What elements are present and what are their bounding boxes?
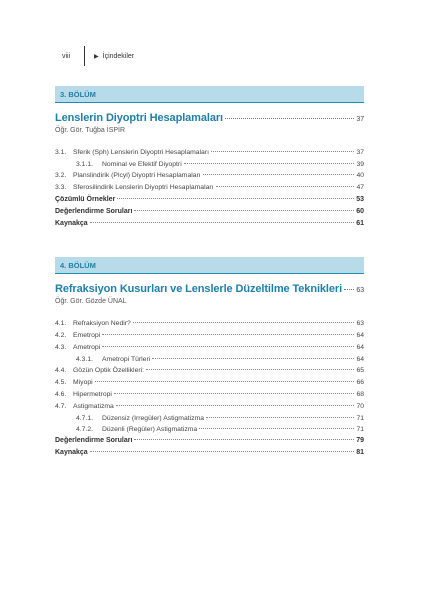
toc-entry[interactable]	[55, 365, 364, 377]
chapter-title-page: 37	[356, 116, 364, 123]
chapter-title-row[interactable]	[55, 283, 364, 295]
chapter-label: 3. BÖLÜM	[55, 86, 364, 103]
dot-leader	[216, 186, 355, 187]
entry-text: Sferik (Sph) Lenslerin Diyoptri Hesaplamaları	[73, 149, 209, 156]
entry-page: 65	[356, 367, 364, 374]
dot-leader	[152, 358, 354, 359]
chapter-4	[55, 257, 364, 459]
dot-leader	[134, 210, 354, 211]
dot-leader	[90, 222, 355, 223]
toc-entry[interactable]	[55, 182, 364, 194]
toc-extra-entry[interactable]	[55, 447, 364, 459]
entry-page: 53	[356, 196, 364, 203]
entry-page: 64	[356, 356, 364, 363]
entry-number: 4.7.1.	[76, 415, 94, 422]
entry-text: Hipermetropi	[73, 391, 112, 398]
dot-leader	[146, 369, 354, 370]
entry-page: 70	[356, 403, 364, 410]
chapter-author: Öğr. Gör. Tuğba İSPİR	[55, 127, 126, 134]
entry-page: 61	[356, 220, 364, 227]
running-header	[62, 46, 134, 66]
chapter-title: Lenslerin Diyoptri Hesaplamaları	[55, 112, 223, 124]
dot-leader	[114, 393, 355, 394]
dot-leader	[117, 198, 354, 199]
entry-number: 4.7.	[55, 403, 67, 410]
entry-page: 68	[356, 391, 364, 398]
dot-leader	[199, 428, 354, 429]
dot-leader	[133, 322, 355, 323]
entry-page: 71	[356, 426, 364, 433]
entry-page: 64	[356, 344, 364, 351]
toc-entry[interactable]	[55, 377, 364, 389]
triangle-icon: ▶	[94, 53, 99, 60]
entry-number: 4.4.	[55, 367, 67, 374]
entry-number: 4.5.	[55, 379, 67, 386]
entry-text: Nominal ve Efektif Diyoptri	[102, 161, 182, 168]
dot-leader	[90, 451, 355, 452]
entry-number: 4.2.	[55, 332, 67, 339]
entry-page: 60	[356, 208, 364, 215]
entry-text: Düzensiz (Irregüler) Astigmatizma	[102, 415, 204, 422]
entry-text: Değerlendirme Soruları	[55, 208, 133, 215]
entry-text: Kaynakça	[55, 449, 88, 456]
chapter-label: 4. BÖLÜM	[55, 257, 364, 274]
entry-page: 71	[356, 415, 364, 422]
entry-text: Astigmatizma	[73, 403, 114, 410]
toc-entry[interactable]	[55, 170, 364, 182]
entry-text: Ametropi	[73, 344, 101, 351]
dot-leader	[102, 334, 354, 335]
toc-extra-entry[interactable]	[55, 206, 364, 218]
dot-leader	[134, 439, 354, 440]
entry-text: Gözün Optik Özellikleri:	[73, 367, 145, 374]
dot-leader	[206, 417, 354, 418]
dot-leader	[95, 381, 355, 382]
chapter-title-page: 63	[356, 287, 364, 294]
dot-leader	[116, 405, 355, 406]
entry-number: 4.6.	[55, 391, 67, 398]
entry-text: Miyopi	[73, 379, 93, 386]
toc-subentry[interactable]	[55, 424, 364, 435]
entry-number: 3.2.	[55, 172, 67, 179]
entry-text: Sferosilindirik Lenslerin Diyoptri Hesaplamaları	[73, 184, 214, 191]
toc-extra-entry[interactable]	[55, 218, 364, 230]
section-title: İçindekiler	[102, 52, 135, 60]
entry-page: 63	[356, 320, 364, 327]
entry-text: Çözümlü Örnekler	[55, 196, 116, 203]
entry-page: 47	[356, 184, 364, 191]
entry-page: 40	[356, 172, 364, 179]
dot-leader	[184, 163, 355, 164]
entry-number: 3.1.1.	[76, 161, 94, 168]
entry-page: 37	[356, 149, 364, 156]
entry-number: 4.7.2.	[76, 426, 94, 433]
toc-entry[interactable]	[55, 147, 364, 159]
chapter-author: Öğr. Gör. Gözde ÜNAL	[55, 298, 127, 305]
chapter-3	[55, 86, 364, 230]
dot-leader	[344, 289, 354, 290]
toc-extra-entry[interactable]	[55, 194, 364, 206]
entry-text: Emetropi	[73, 332, 101, 339]
entry-number: 3.3.	[55, 184, 67, 191]
entry-text: Planslindirik (Plcyl) Diyoptri Hesaplamaları	[73, 172, 201, 179]
entry-text: Düzenli (Regüler) Astigmatizma	[102, 426, 198, 433]
entry-text: Kaynakça	[55, 220, 88, 227]
entry-text: Refraksiyon Nedir?	[73, 320, 131, 327]
entry-page: 81	[356, 449, 364, 456]
toc-entry[interactable]	[55, 330, 364, 342]
toc-subentry[interactable]	[55, 159, 364, 170]
entry-page: 79	[356, 437, 364, 444]
entry-text: Değerlendirme Soruları	[55, 437, 133, 444]
toc-entry[interactable]	[55, 318, 364, 330]
entry-page: 66	[356, 379, 364, 386]
toc-subentry[interactable]	[55, 413, 364, 424]
toc-extra-entry[interactable]	[55, 435, 364, 447]
dot-leader	[225, 118, 354, 119]
entry-page: 39	[356, 161, 364, 168]
toc-entry[interactable]	[55, 389, 364, 401]
page-number: viii	[62, 52, 71, 60]
dot-leader	[102, 346, 354, 347]
toc-subentry[interactable]	[55, 354, 364, 365]
entry-number: 3.1.	[55, 149, 67, 156]
entry-number: 4.3.	[55, 344, 67, 351]
entry-text: Ametropi Türleri	[102, 356, 151, 363]
toc-entry[interactable]	[55, 401, 364, 413]
chapter-title: Refraksiyon Kusurları ve Lenslerle Düzeltilme Teknikleri	[55, 283, 343, 295]
entry-number: 4.3.1.	[76, 356, 94, 363]
entry-page: 64	[356, 332, 364, 339]
entry-number: 4.1.	[55, 320, 67, 327]
chapter-title-row[interactable]	[55, 112, 364, 124]
toc-entry[interactable]	[55, 342, 364, 354]
dot-leader	[211, 151, 354, 152]
dot-leader	[203, 174, 355, 175]
header-divider	[84, 46, 85, 66]
